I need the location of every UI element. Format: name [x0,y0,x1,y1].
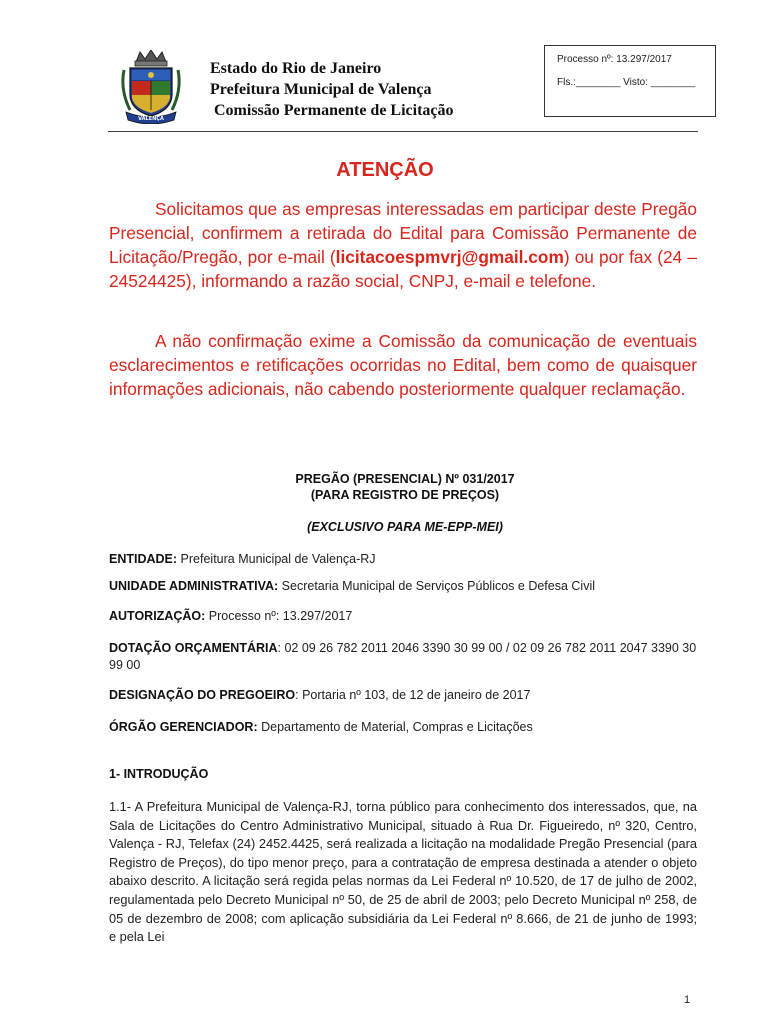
header-divider [108,131,698,132]
section-introducao-title: 1- INTRODUÇÃO [109,767,209,781]
field-autorizacao [109,608,699,625]
unidade-value: Secretaria Municipal de Serviços Públicos e Defesa Civil [278,579,596,593]
attention-p1-text: Solicitamos que as empresas interessadas em participar deste Pregão Presencial, confirmem a retirada do Edital para Comissão Permanente de Licitação/Pregão, por e-mail ( [109,199,697,267]
field-unidade [109,578,699,595]
edital-title: PREGÃO (PRESENCIAL) Nº 031/2017 [295,472,515,486]
fls-visto-line: Fls.:________ Visto: ________ [557,77,696,88]
process-stamp-box [544,45,716,117]
field-dotacao [109,640,699,674]
introducao-paragraph: 1.1- A Prefeitura Municipal de Valença-RJ, torna público para conhecimento dos interessados, que, na Sala de Licitações do Centro Administrativo Municipal, situado à Rua Dr. Figueiredo, nº 320, Centro, Valença - RJ, Telefax (24) 2452.4425, será realizada a licitação na modalidade Pregão Presencial (para Registro de Preços), do tipo menor preço, para a contratação de empresa destinada a atender o objeto abaixo descrito. A licitação será regida pelas normas da Lei Federal nº 10.520, de 17 de julho de 2002, regulamentada pelo Decreto Municipal nº 50, de 25 de abril de 2003; pelo Decreto Municipal nº 258, de 05 de dezembro de 2008; com aplicação subsidiária da Lei Federal nº 8.666, de 21 de junho de 1993; e pela Lei [109,799,697,945]
entidade-label: ENTIDADE: [109,552,178,566]
entidade-value: Prefeitura Municipal de Valença-RJ [177,552,376,566]
process-number: Processo nº: 13.297/2017 [557,54,672,65]
header-title-block [210,58,454,121]
page-number: 1 [684,994,691,1006]
designacao-value: : Portaria nº 103, de 12 de janeiro de 2017 [295,688,531,702]
attention-title: ATENÇÃO [336,159,434,181]
dotacao-value: : 02 09 26 782 2011 2046 3390 30 99 00 / 02 09 26 782 2011 2047 3390 30 99 00 [109,641,697,672]
designacao-label: DESIGNAÇÃO DO PREGOEIRO [109,688,296,702]
field-designacao [109,687,699,704]
autorizacao-label: AUTORIZAÇÃO: [109,609,206,623]
attention-paragraph-2 [109,329,697,401]
header-state: Estado do Rio de Janeiro [210,60,382,77]
field-orgao [109,719,699,736]
header-prefeitura: Prefeitura Municipal de Valença [210,81,432,98]
dotacao-label: DOTAÇÃO ORÇAMENTÁRIA [109,641,278,655]
orgao-value: Departamento de Material, Compras e Licitações [257,720,533,734]
attention-p1-tail: ) ou por fax (24 – 24524425), informando a razão social, CNPJ, e-mail e telefone. [109,247,697,291]
contact-email: licitacoespmvrj@gmail.com [335,247,564,267]
header-comissao: Comissão Permanente de Licitação [214,102,454,119]
autorizacao-value: Processo nº: 13.297/2017 [205,609,353,623]
unidade-label: UNIDADE ADMINISTRATIVA: [109,579,279,593]
municipal-crest-logo [118,50,184,124]
edital-exclusive: (EXCLUSIVO PARA ME-EPP-MEI) [307,520,503,534]
field-entidade [109,551,699,568]
crest-banner-text: VALENÇA [138,116,164,122]
attention-p2-text: A não confirmação exime a Comissão da comunicação de eventuais esclarecimentos e retificações ocorridas no Edital, bem como de quaisquer informações adicionais, não cabendo posteriormente qualquer reclamação. [109,331,697,399]
attention-paragraph-1 [109,197,697,293]
edital-subtitle: (PARA REGISTRO DE PREÇOS) [310,488,500,502]
orgao-label: ÓRGÃO GERENCIADOR: [109,720,258,734]
